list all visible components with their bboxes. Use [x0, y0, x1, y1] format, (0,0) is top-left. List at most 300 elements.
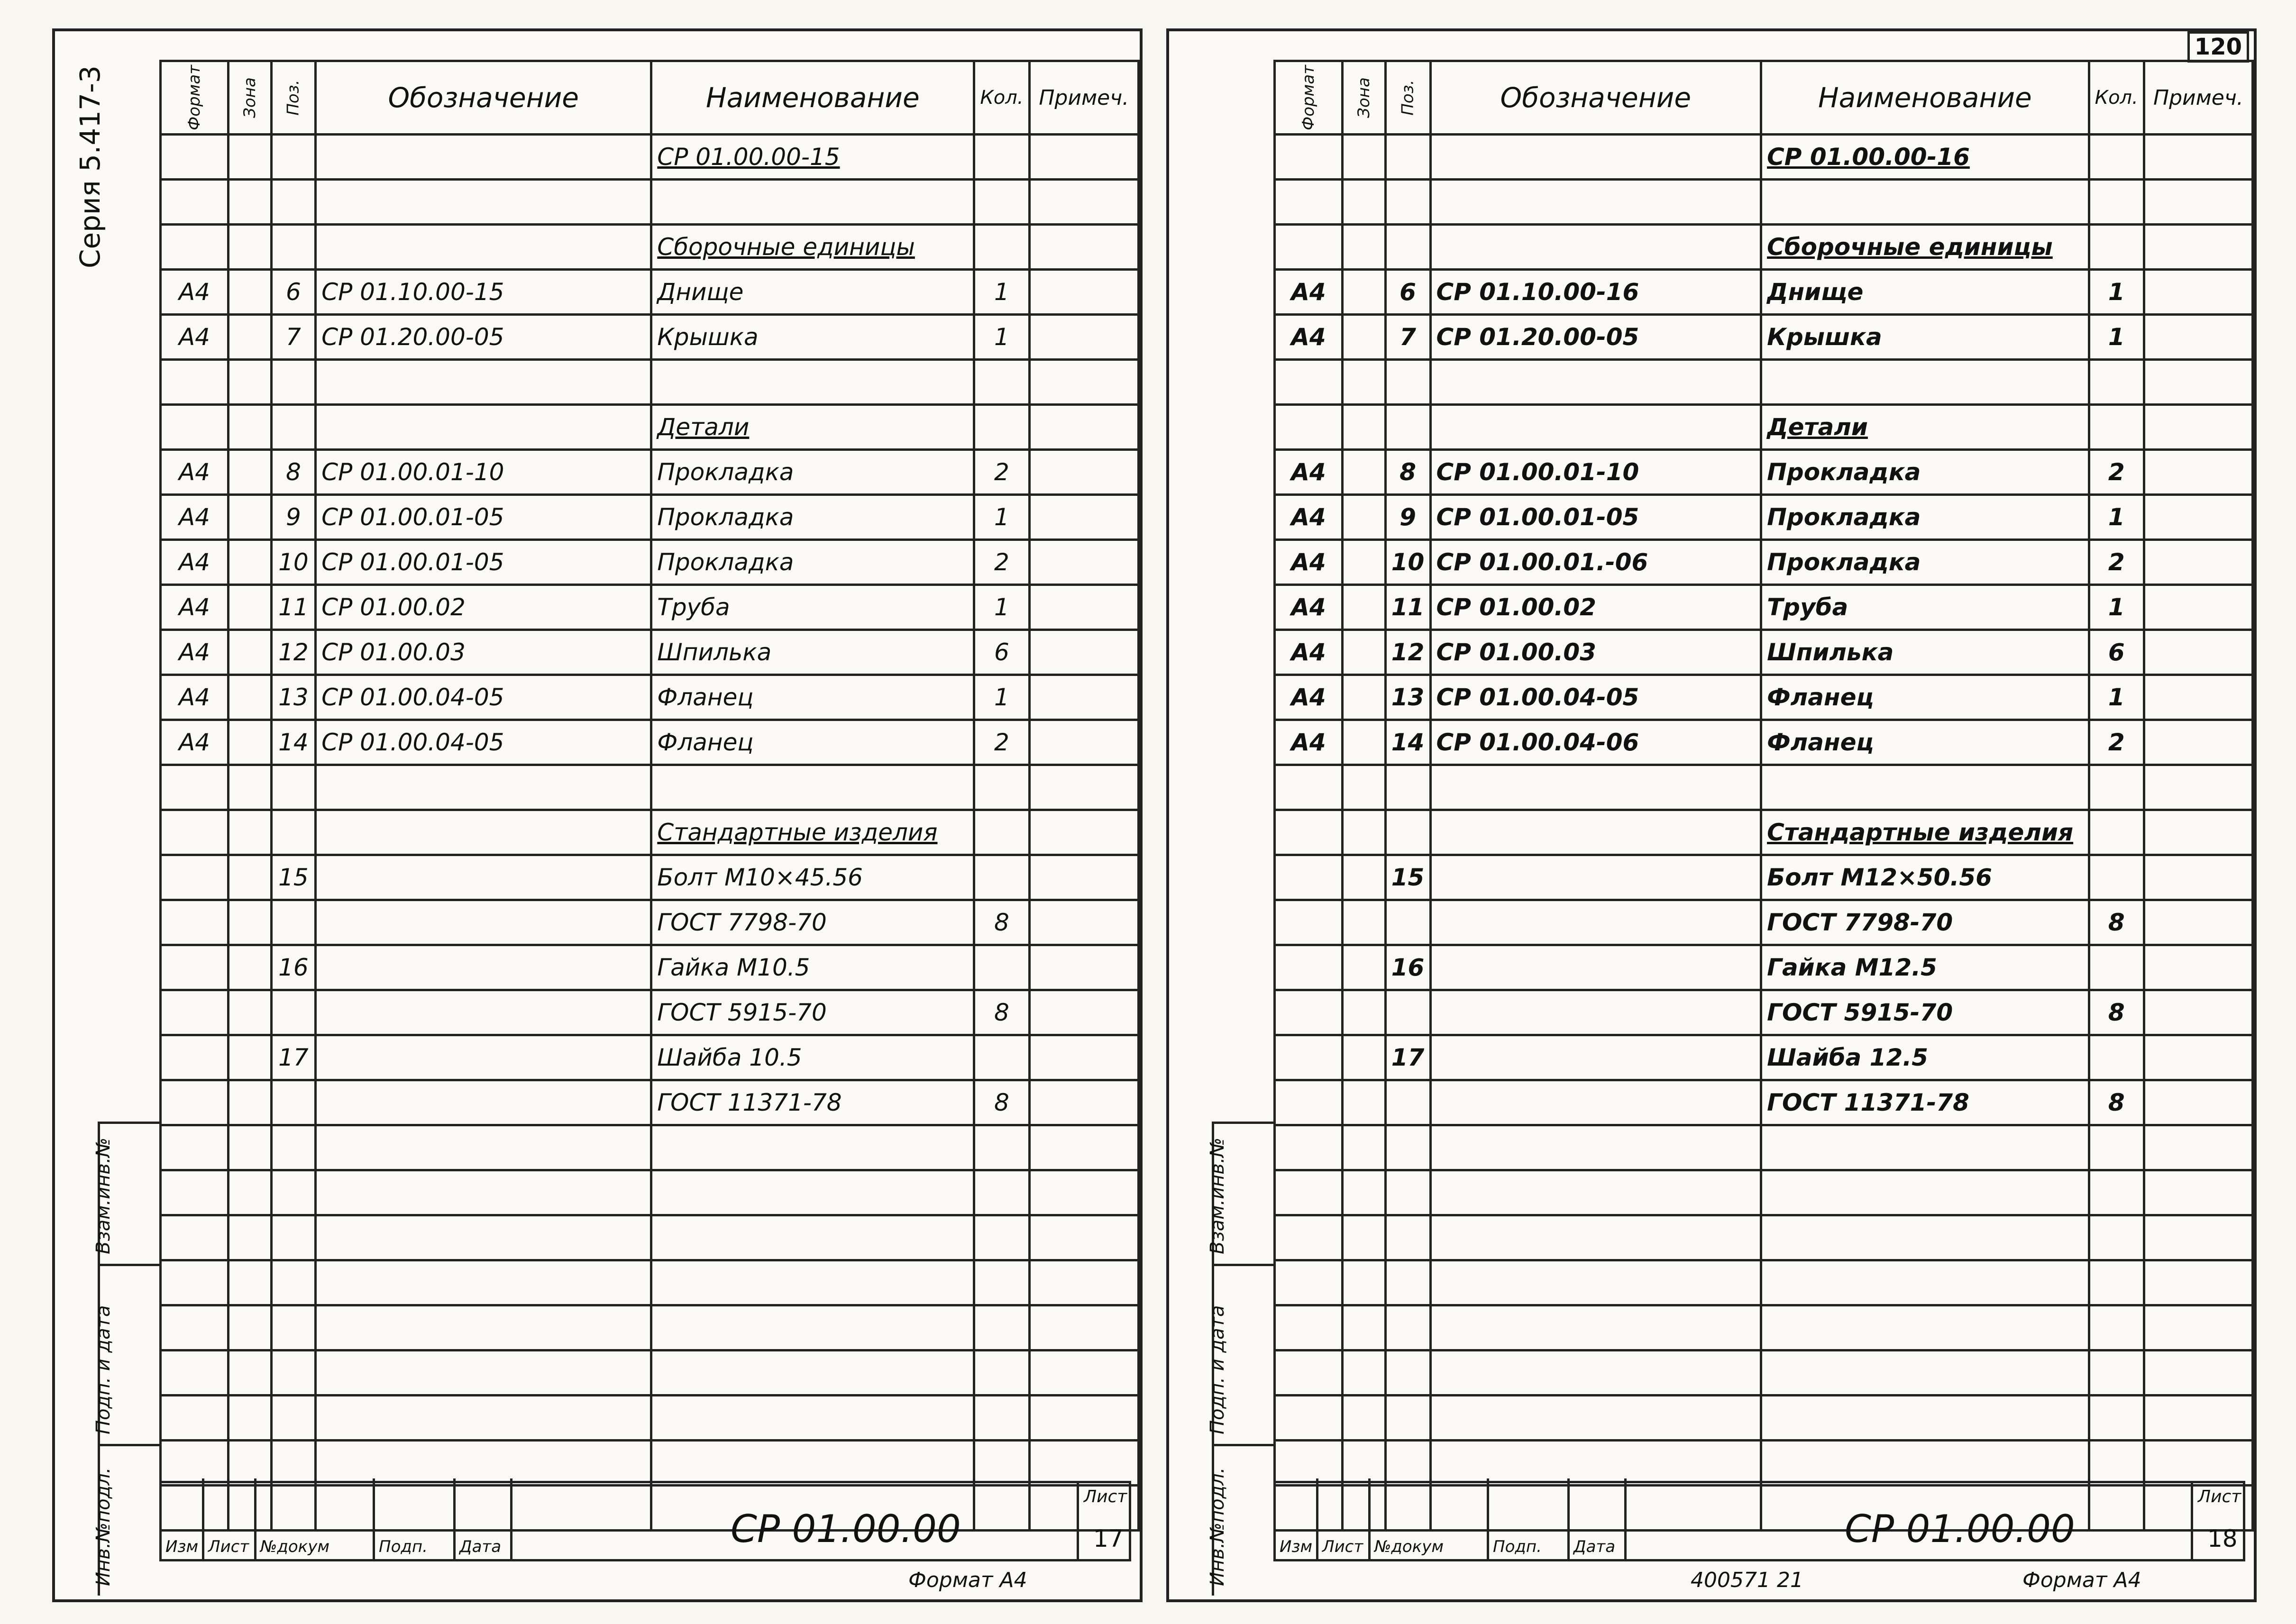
cell-pos: 16 — [271, 945, 316, 990]
cell-zone — [1342, 900, 1385, 945]
cell-pos: 14 — [1385, 720, 1430, 765]
cell-designation — [1430, 855, 1761, 900]
cell-zone — [228, 945, 271, 990]
cell-empty — [974, 1170, 1029, 1215]
spec-row-empty — [1275, 1350, 2253, 1396]
cell-name: Прокладка — [1761, 540, 2089, 585]
sheet-number: 17 — [1093, 1525, 1124, 1552]
cell-designation: СР 01.00.04-06 — [1430, 720, 1761, 765]
cell-note — [2144, 360, 2252, 405]
spec-row — [161, 270, 1139, 315]
cell-zone — [228, 675, 271, 720]
cell-designation — [316, 225, 651, 270]
cell-empty — [651, 1441, 974, 1486]
cell-designation — [316, 180, 651, 225]
cell-note — [2144, 855, 2252, 900]
cell-pos — [271, 900, 316, 945]
cell-name: Фланец — [651, 675, 974, 720]
cell-empty — [2089, 1170, 2144, 1215]
cell-empty — [1029, 1260, 1138, 1305]
cell-format — [161, 855, 229, 900]
cell-empty — [1385, 1350, 1430, 1396]
cell-format: А4 — [1275, 540, 1343, 585]
cell-note — [1029, 315, 1138, 360]
side-podp-data: Подп. и дата — [100, 1264, 161, 1444]
cell-pos — [1385, 990, 1430, 1035]
cell-name: Прокладка — [1761, 450, 2089, 495]
cell-designation: СР 01.00.01-10 — [1430, 450, 1761, 495]
cell-qty: 2 — [2089, 450, 2144, 495]
cell-name: Стандартные изделия — [1761, 810, 2089, 855]
cell-qty — [2089, 225, 2144, 270]
cell-zone — [228, 900, 271, 945]
title-block-columns — [162, 1478, 522, 1559]
side-podp-data: Подп. и дата — [1214, 1264, 1275, 1444]
cell-name: Шайба 10.5 — [651, 1035, 974, 1080]
cell-note — [2144, 945, 2252, 990]
cell-format — [161, 360, 229, 405]
cell-zone — [228, 1035, 271, 1080]
cell-empty — [1029, 1170, 1138, 1215]
tb-list: Лист — [204, 1478, 256, 1559]
spec-row — [1275, 315, 2253, 360]
cell-empty — [161, 1350, 229, 1396]
cell-empty — [316, 1170, 651, 1215]
spec-row — [161, 180, 1139, 225]
header-pos: Поз. — [1385, 61, 1430, 135]
right-spec-sheet — [1166, 28, 2257, 1602]
cell-zone — [1342, 225, 1385, 270]
header-qty: Кол. — [974, 61, 1029, 135]
left-title-block — [159, 1481, 1131, 1561]
cell-empty — [1029, 1396, 1138, 1441]
cell-empty — [1342, 1215, 1385, 1260]
cell-format: А4 — [1275, 270, 1343, 315]
cell-designation — [1430, 360, 1761, 405]
cell-empty — [1275, 1305, 1343, 1350]
cell-name: ГОСТ 5915-70 — [1761, 990, 2089, 1035]
cell-designation: СР 01.00.04-05 — [1430, 675, 1761, 720]
cell-qty: 1 — [974, 270, 1029, 315]
cell-empty — [1430, 1305, 1761, 1350]
page-corner-number: 120 — [2187, 31, 2249, 63]
cell-pos — [271, 225, 316, 270]
cell-format: А4 — [1275, 675, 1343, 720]
cell-pos — [271, 360, 316, 405]
cell-qty: 2 — [974, 540, 1029, 585]
cell-empty — [1342, 1396, 1385, 1441]
cell-qty — [2089, 360, 2144, 405]
cell-note — [2144, 405, 2252, 450]
cell-empty — [316, 1396, 651, 1441]
cell-empty — [2144, 1441, 2252, 1486]
header-qty: Кол. — [2089, 61, 2144, 135]
cell-format — [1275, 405, 1343, 450]
spec-row — [161, 765, 1139, 810]
cell-format — [161, 810, 229, 855]
cell-name — [651, 360, 974, 405]
cell-empty — [228, 1305, 271, 1350]
tb-n-dokum: №докум — [256, 1478, 375, 1559]
cell-empty — [228, 1215, 271, 1260]
cell-zone — [228, 765, 271, 810]
cell-name: СР 01.00.00-15 — [651, 135, 974, 180]
cell-name: Труба — [1761, 585, 2089, 630]
cell-note — [2144, 990, 2252, 1035]
cell-zone — [1342, 855, 1385, 900]
cell-qty — [2089, 945, 2144, 990]
cell-note — [1029, 765, 1138, 810]
cell-empty — [1761, 1396, 2089, 1441]
spec-row — [1275, 945, 2253, 990]
cell-note — [1029, 585, 1138, 630]
cell-name: Прокладка — [651, 450, 974, 495]
left-spec-table — [159, 60, 1140, 1532]
cell-designation: СР 01.20.00-05 — [316, 315, 651, 360]
cell-zone — [1342, 450, 1385, 495]
cell-note — [2144, 765, 2252, 810]
spec-row — [1275, 585, 2253, 630]
cell-pos: 16 — [1385, 945, 1430, 990]
archive-stamp: 400571 21 — [1691, 1568, 1803, 1592]
cell-name: Днище — [1761, 270, 2089, 315]
cell-designation — [1430, 765, 1761, 810]
cell-designation — [316, 1080, 651, 1125]
cell-name: ГОСТ 5915-70 — [651, 990, 974, 1035]
spec-row — [161, 855, 1139, 900]
cell-pos — [271, 765, 316, 810]
cell-zone — [1342, 630, 1385, 675]
cell-note — [1029, 945, 1138, 990]
cell-designation — [1430, 900, 1761, 945]
cell-name: Фланец — [1761, 720, 2089, 765]
cell-zone — [1342, 720, 1385, 765]
cell-empty — [2144, 1125, 2252, 1170]
cell-pos: 13 — [271, 675, 316, 720]
cell-qty — [974, 180, 1029, 225]
cell-zone — [228, 495, 271, 540]
cell-pos: 10 — [1385, 540, 1430, 585]
cell-zone — [228, 180, 271, 225]
cell-designation: СР 01.00.03 — [1430, 630, 1761, 675]
tb-data: Дата — [1570, 1478, 1627, 1559]
cell-empty — [2144, 1260, 2252, 1305]
cell-pos — [271, 1080, 316, 1125]
cell-empty — [161, 1125, 229, 1170]
cell-name: Труба — [651, 585, 974, 630]
cell-empty — [228, 1260, 271, 1305]
cell-qty: 6 — [974, 630, 1029, 675]
cell-format — [161, 225, 229, 270]
cell-qty — [974, 810, 1029, 855]
cell-pos — [1385, 180, 1430, 225]
cell-note — [2144, 450, 2252, 495]
sheet-number: 18 — [2207, 1525, 2238, 1552]
cell-empty — [1761, 1170, 2089, 1215]
cell-designation: СР 01.00.02 — [316, 585, 651, 630]
format-footer: Формат А4 — [2022, 1568, 2141, 1592]
spec-row — [161, 585, 1139, 630]
cell-qty: 8 — [2089, 990, 2144, 1035]
cell-designation: СР 01.00.01.-06 — [1430, 540, 1761, 585]
tb-podp: Подп. — [1489, 1478, 1570, 1559]
cell-pos: 6 — [271, 270, 316, 315]
document-code: СР 01.00.00 — [1845, 1507, 2075, 1551]
cell-pos: 6 — [1385, 270, 1430, 315]
spec-row — [1275, 630, 2253, 675]
cell-zone — [228, 810, 271, 855]
cell-designation — [316, 765, 651, 810]
spec-row — [161, 900, 1139, 945]
cell-zone — [1342, 585, 1385, 630]
header-name: Наименование — [1761, 61, 2089, 135]
cell-designation: СР 01.00.01-05 — [1430, 495, 1761, 540]
cell-empty — [1342, 1350, 1385, 1396]
cell-note — [1029, 675, 1138, 720]
cell-empty — [316, 1260, 651, 1305]
spec-row — [1275, 855, 2253, 900]
spec-row — [161, 360, 1139, 405]
cell-note — [1029, 270, 1138, 315]
spec-row — [1275, 900, 2253, 945]
cell-empty — [316, 1215, 651, 1260]
cell-qty — [974, 765, 1029, 810]
cell-name: ГОСТ 11371-78 — [651, 1080, 974, 1125]
cell-designation — [1430, 990, 1761, 1035]
cell-pos — [1385, 225, 1430, 270]
cell-qty — [974, 855, 1029, 900]
cell-zone — [1342, 495, 1385, 540]
header-format: Формат — [161, 61, 229, 135]
cell-empty — [2144, 1170, 2252, 1215]
cell-empty — [1761, 1350, 2089, 1396]
cell-empty — [1430, 1215, 1761, 1260]
cell-zone — [228, 225, 271, 270]
cell-format — [1275, 810, 1343, 855]
cell-zone — [1342, 405, 1385, 450]
spec-row — [1275, 135, 2253, 180]
cell-empty — [1430, 1260, 1761, 1305]
cell-qty: 2 — [974, 450, 1029, 495]
cell-format — [1275, 360, 1343, 405]
cell-format: А4 — [1275, 720, 1343, 765]
spec-row — [1275, 450, 2253, 495]
cell-pos — [271, 135, 316, 180]
cell-designation — [316, 135, 651, 180]
cell-empty — [1761, 1305, 2089, 1350]
cell-empty — [651, 1215, 974, 1260]
cell-name — [651, 765, 974, 810]
cell-qty — [2089, 180, 2144, 225]
cell-qty: 2 — [2089, 720, 2144, 765]
header-designation: Обозначение — [1430, 61, 1761, 135]
cell-empty — [1275, 1350, 1343, 1396]
cell-empty — [1761, 1215, 2089, 1260]
tb-list: Лист — [1318, 1478, 1371, 1559]
spec-row-empty — [1275, 1260, 2253, 1305]
left-spec-sheet — [52, 28, 1143, 1602]
cell-note — [1029, 360, 1138, 405]
cell-zone — [228, 135, 271, 180]
spec-row — [1275, 405, 2253, 450]
spec-row — [1275, 765, 2253, 810]
cell-designation: СР 01.00.04-05 — [316, 720, 651, 765]
cell-name: Детали — [651, 405, 974, 450]
cell-name: Болт М12×50.56 — [1761, 855, 2089, 900]
left-side-strip — [92, 1122, 161, 1596]
spec-row-empty — [1275, 1125, 2253, 1170]
cell-designation: СР 01.10.00-15 — [316, 270, 651, 315]
cell-qty — [974, 945, 1029, 990]
cell-empty — [1385, 1170, 1430, 1215]
cell-zone — [228, 585, 271, 630]
cell-empty — [974, 1441, 1029, 1486]
cell-empty — [1029, 1305, 1138, 1350]
cell-note — [2144, 540, 2252, 585]
cell-name: ГОСТ 11371-78 — [1761, 1080, 2089, 1125]
cell-pos — [271, 180, 316, 225]
cell-designation — [316, 1035, 651, 1080]
cell-designation — [1430, 135, 1761, 180]
cell-empty — [974, 1125, 1029, 1170]
side-inv-podl: Инв.№подл. — [100, 1444, 161, 1596]
cell-empty — [974, 1396, 1029, 1441]
cell-pos — [1385, 765, 1430, 810]
cell-zone — [228, 990, 271, 1035]
cell-empty — [1029, 1441, 1138, 1486]
cell-designation — [316, 900, 651, 945]
cell-empty — [316, 1125, 651, 1170]
cell-note — [2144, 270, 2252, 315]
sheet-number-box: Лист 18 — [2191, 1483, 2243, 1559]
cell-qty: 1 — [974, 585, 1029, 630]
cell-empty — [1029, 1215, 1138, 1260]
cell-pos: 13 — [1385, 675, 1430, 720]
cell-qty — [2089, 765, 2144, 810]
right-spec-table — [1273, 60, 2254, 1532]
cell-note — [1029, 450, 1138, 495]
spec-row — [161, 675, 1139, 720]
spec-row-empty — [1275, 1396, 2253, 1441]
cell-qty: 1 — [2089, 585, 2144, 630]
cell-format — [1275, 765, 1343, 810]
cell-empty — [2089, 1260, 2144, 1305]
cell-empty — [1275, 1396, 1343, 1441]
cell-note — [2144, 630, 2252, 675]
cell-designation — [316, 810, 651, 855]
cell-name: Крышка — [651, 315, 974, 360]
cell-pos — [271, 990, 316, 1035]
cell-note — [1029, 135, 1138, 180]
spec-row-empty — [161, 1125, 1139, 1170]
series-label: Серия 5.417-3 — [74, 65, 106, 268]
cell-zone — [1342, 135, 1385, 180]
tb-izm: Изм — [162, 1478, 204, 1559]
cell-pos: 15 — [1385, 855, 1430, 900]
spec-row — [161, 1035, 1139, 1080]
cell-note — [1029, 720, 1138, 765]
cell-empty — [271, 1260, 316, 1305]
cell-empty — [1385, 1215, 1430, 1260]
cell-empty — [2144, 1215, 2252, 1260]
cell-empty — [161, 1215, 229, 1260]
spec-row — [161, 630, 1139, 675]
cell-pos: 8 — [1385, 450, 1430, 495]
cell-designation: СР 01.00.01-05 — [316, 495, 651, 540]
cell-name: ГОСТ 7798-70 — [1761, 900, 2089, 945]
cell-format — [1275, 225, 1343, 270]
cell-empty — [1430, 1170, 1761, 1215]
cell-format — [161, 1080, 229, 1125]
cell-zone — [228, 720, 271, 765]
cell-format: А4 — [161, 675, 229, 720]
cell-empty — [974, 1215, 1029, 1260]
cell-empty — [2144, 1396, 2252, 1441]
cell-empty — [1430, 1125, 1761, 1170]
cell-name: Прокладка — [651, 540, 974, 585]
cell-designation — [316, 405, 651, 450]
cell-name: Фланец — [651, 720, 974, 765]
cell-note — [1029, 180, 1138, 225]
cell-zone — [1342, 990, 1385, 1035]
cell-empty — [2089, 1125, 2144, 1170]
cell-note — [1029, 900, 1138, 945]
header-zone: Зона — [228, 61, 271, 135]
cell-pos: 15 — [271, 855, 316, 900]
cell-qty: 8 — [974, 900, 1029, 945]
cell-qty — [2089, 810, 2144, 855]
cell-note — [2144, 495, 2252, 540]
spec-row — [1275, 225, 2253, 270]
spec-row-empty — [161, 1350, 1139, 1396]
cell-note — [2144, 585, 2252, 630]
cell-format: А4 — [1275, 450, 1343, 495]
cell-empty — [161, 1305, 229, 1350]
spec-row — [1275, 810, 2253, 855]
spec-row — [161, 315, 1139, 360]
cell-empty — [651, 1170, 974, 1215]
cell-note — [1029, 540, 1138, 585]
spec-row — [161, 945, 1139, 990]
cell-name: Фланец — [1761, 675, 2089, 720]
cell-qty: 8 — [974, 990, 1029, 1035]
cell-pos — [1385, 405, 1430, 450]
spec-row — [161, 1080, 1139, 1125]
cell-format — [161, 990, 229, 1035]
cell-designation: СР 01.10.00-16 — [1430, 270, 1761, 315]
cell-empty — [1385, 1125, 1430, 1170]
spec-row-empty — [161, 1215, 1139, 1260]
spec-row — [161, 990, 1139, 1035]
cell-empty — [1430, 1350, 1761, 1396]
side-vzam-inv: Взам.инв.№ — [100, 1122, 161, 1264]
cell-note — [1029, 1035, 1138, 1080]
cell-empty — [161, 1260, 229, 1305]
cell-format — [1275, 990, 1343, 1035]
cell-name: ГОСТ 7798-70 — [651, 900, 974, 945]
cell-note — [2144, 1035, 2252, 1080]
spec-row — [1275, 675, 2253, 720]
spec-row — [1275, 720, 2253, 765]
header-pos: Поз. — [271, 61, 316, 135]
cell-qty: 1 — [2089, 495, 2144, 540]
cell-note — [1029, 405, 1138, 450]
cell-zone — [228, 360, 271, 405]
spec-row-empty — [161, 1170, 1139, 1215]
cell-name: Шпилька — [651, 630, 974, 675]
cell-empty — [271, 1396, 316, 1441]
cell-empty — [651, 1125, 974, 1170]
